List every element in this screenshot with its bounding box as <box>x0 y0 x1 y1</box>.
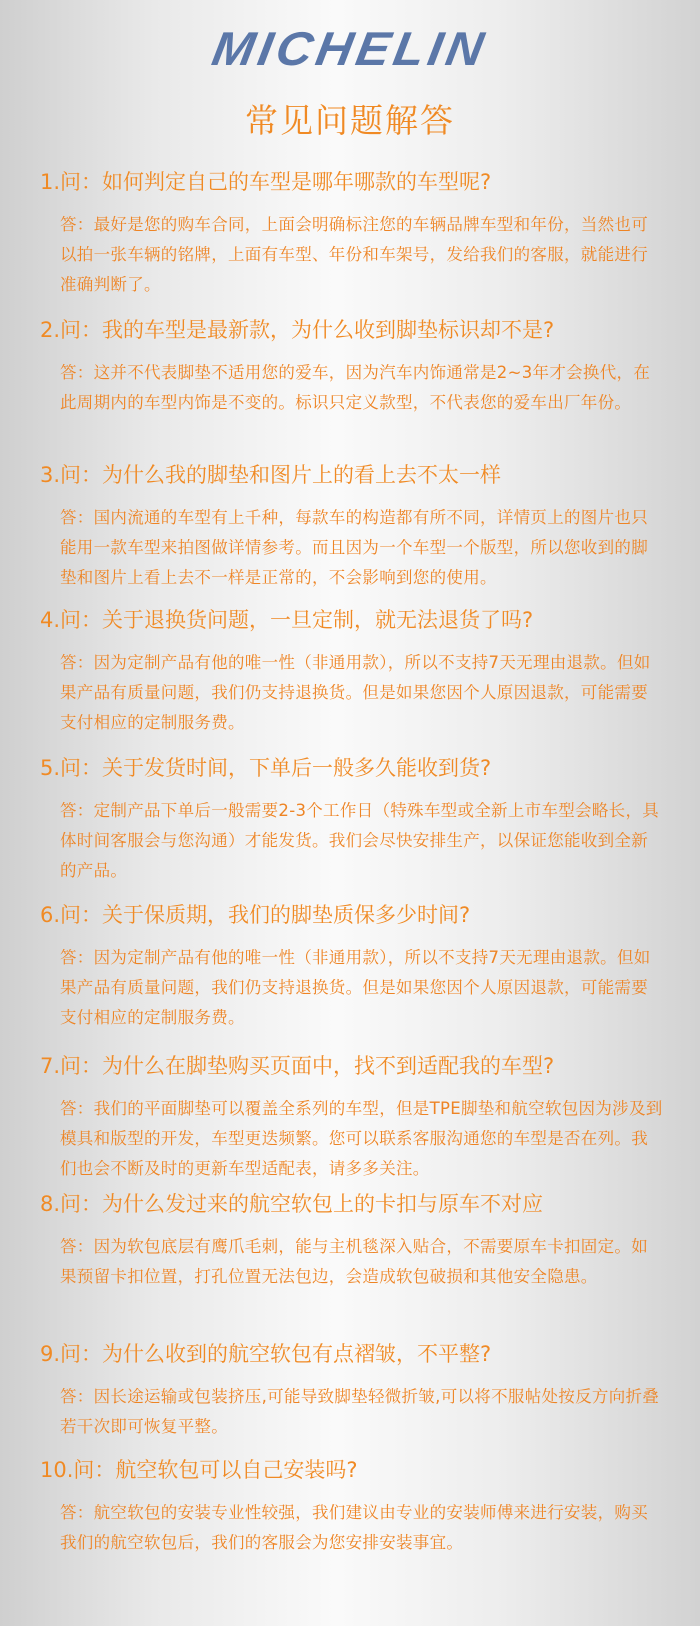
faq-answer: 答：定制产品下单后一般需要2-3个工作日（特殊车型或全新上市车型会略长，具体时间客服会与您沟通）才能发货。我们会尽快安排生产，以保证您能收到全新的产品。 <box>60 801 660 880</box>
faq-question: 4.问：关于退换货问题，一旦定制，就无法退货了吗? <box>40 608 534 632</box>
faq-answer: 答：最好是您的购车合同，上面会明确标注您的车辆品牌车型和年份，当然也可以拍一张车辆的铭牌，上面有车型、年份和车架号，发给我们的客服，就能进行准确判断了。 <box>60 215 648 294</box>
faq-question: 8.问：为什么发过来的航空软包上的卡扣与原车不对应 <box>40 1192 544 1216</box>
michelin-logo: MICHELIN <box>208 22 492 76</box>
faq-answer: 答：因长途运输或包装挤压,可能导致脚垫轻微折皱,可以将不服帖处按反方向折叠若干次即可恢复平整。 <box>60 1387 660 1436</box>
faq-answer: 答：国内流通的车型有上千种，每款车的构造都有所不同，详情页上的图片也只能用一款车型来拍图做详情参考。而且因为一个车型一个版型，所以您收到的脚垫和图片上看上去不一样是正常的，不会影响到您的使用。 <box>60 508 648 587</box>
faq-question: 10.问：航空软包可以自己安装吗? <box>40 1458 358 1482</box>
faq-question: 7.问：为什么在脚垫购买页面中，找不到适配我的车型? <box>40 1054 555 1078</box>
faq-question: 3.问：为什么我的脚垫和图片上的看上去不太一样 <box>40 463 502 487</box>
faq-answer: 答：因为定制产品有他的唯一性（非通用款），所以不支持7天无理由退款。但如果产品有质量问题，我们仍支持退换货。但是如果您因个人原因退款，可能需要支付相应的定制服务费。 <box>60 948 651 1027</box>
faq-question: 5.问：关于发货时间，下单后一般多久能收到货? <box>40 756 492 780</box>
faq-question: 1.问：如何判定自己的车型是哪年哪款的车型呢? <box>40 170 492 194</box>
faq-answer: 答：我们的平面脚垫可以覆盖全系列的车型，但是TPE脚垫和航空软包因为涉及到模具和版型的开发，车型更迭频繁。您可以联系客服沟通您的车型是否在列。我们也会不断及时的更新车型适配表，请多多关注。 <box>60 1099 663 1178</box>
faq-answer: 答：因为定制产品有他的唯一性（非通用款），所以不支持7天无理由退款。但如果产品有质量问题，我们仍支持退换货。但是如果您因个人原因退款，可能需要支付相应的定制服务费。 <box>60 653 651 732</box>
page-title: 常见问题解答 <box>245 101 455 140</box>
faq-question: 2.问：我的车型是最新款，为什么收到脚垫标识却不是? <box>40 318 555 342</box>
faq-answer: 答：因为软包底层有鹰爪毛刺，能与主机毯深入贴合，不需要原车卡扣固定。如果预留卡扣位置，打孔位置无法包边，会造成软包破损和其他安全隐患。 <box>60 1237 648 1286</box>
faq-question: 9.问：为什么收到的航空软包有点褶皱，不平整? <box>40 1342 492 1366</box>
faq-question: 6.问：关于保质期，我们的脚垫质保多少时间? <box>40 903 471 927</box>
faq-answer: 答：航空软包的安装专业性较强，我们建议由专业的安装师傅来进行安装，购买我们的航空软包后，我们的客服会为您安排安装事宜。 <box>60 1503 648 1552</box>
brand-header <box>0 24 700 74</box>
faq-answer: 答：这并不代表脚垫不适用您的爱车，因为汽车内饰通常是2~3年才会换代，在此周期内的车型内饰是不变的。标识只定义款型，不代表您的爱车出厂年份。 <box>60 363 651 412</box>
